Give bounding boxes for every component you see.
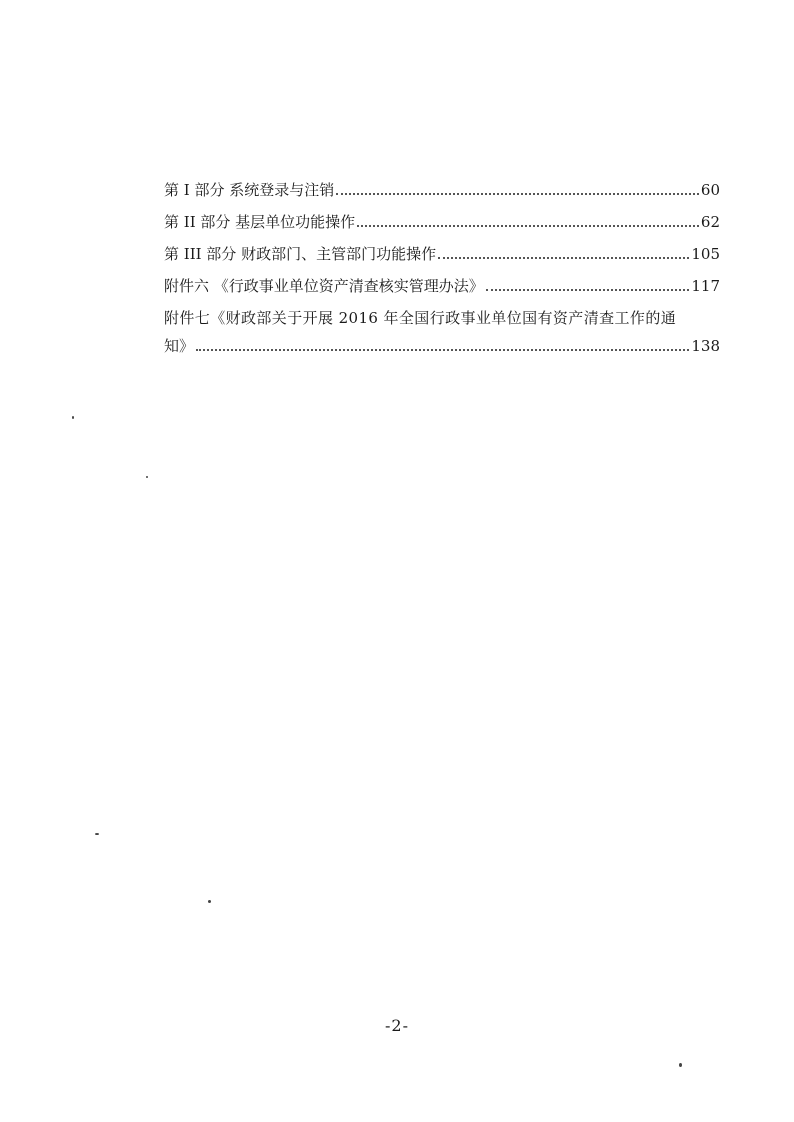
- scan-speck: [72, 416, 74, 419]
- page-number: -2-: [385, 1016, 409, 1035]
- toc-entry-label: 附件六 《行政事业单位资产清查核实管理办法》: [164, 277, 484, 295]
- toc-entry[interactable]: [164, 168, 720, 200]
- toc-entry-label: 第 I 部分 系统登录与注销: [164, 181, 335, 199]
- toc-entry-page: 117: [691, 277, 720, 295]
- toc-entry-label-continued: 知》: [164, 337, 195, 355]
- scan-speck: [146, 476, 148, 478]
- scan-speck: [208, 900, 211, 903]
- toc-entry-page: 60: [700, 181, 720, 199]
- toc-leader-dots: [336, 193, 699, 195]
- table-of-contents: [164, 168, 720, 356]
- toc-entry[interactable]: [164, 264, 720, 296]
- toc-entry-page: 105: [691, 245, 720, 263]
- toc-entry-page: 138: [691, 337, 720, 355]
- toc-entry-line2[interactable]: [164, 328, 720, 356]
- toc-leader-dots: [357, 225, 699, 227]
- toc-entry-label: 第 II 部分 基层单位功能操作: [164, 213, 356, 231]
- toc-leader-dots: [486, 289, 690, 291]
- toc-leader-dots: [438, 257, 689, 259]
- toc-entry[interactable]: [164, 200, 720, 232]
- toc-entry[interactable]: [164, 232, 720, 264]
- toc-leader-dots: [196, 349, 689, 351]
- toc-entry-page: 62: [700, 213, 720, 231]
- toc-entry-label: 第 III 部分 财政部门、主管部门功能操作: [164, 245, 437, 263]
- toc-entry-line1[interactable]: [164, 296, 720, 328]
- toc-entry-label: 附件七《财政部关于开展 2016 年全国行政事业单位国有资产清查工作的通: [164, 309, 677, 327]
- scan-speck: [679, 1063, 682, 1067]
- scan-speck: [95, 833, 99, 835]
